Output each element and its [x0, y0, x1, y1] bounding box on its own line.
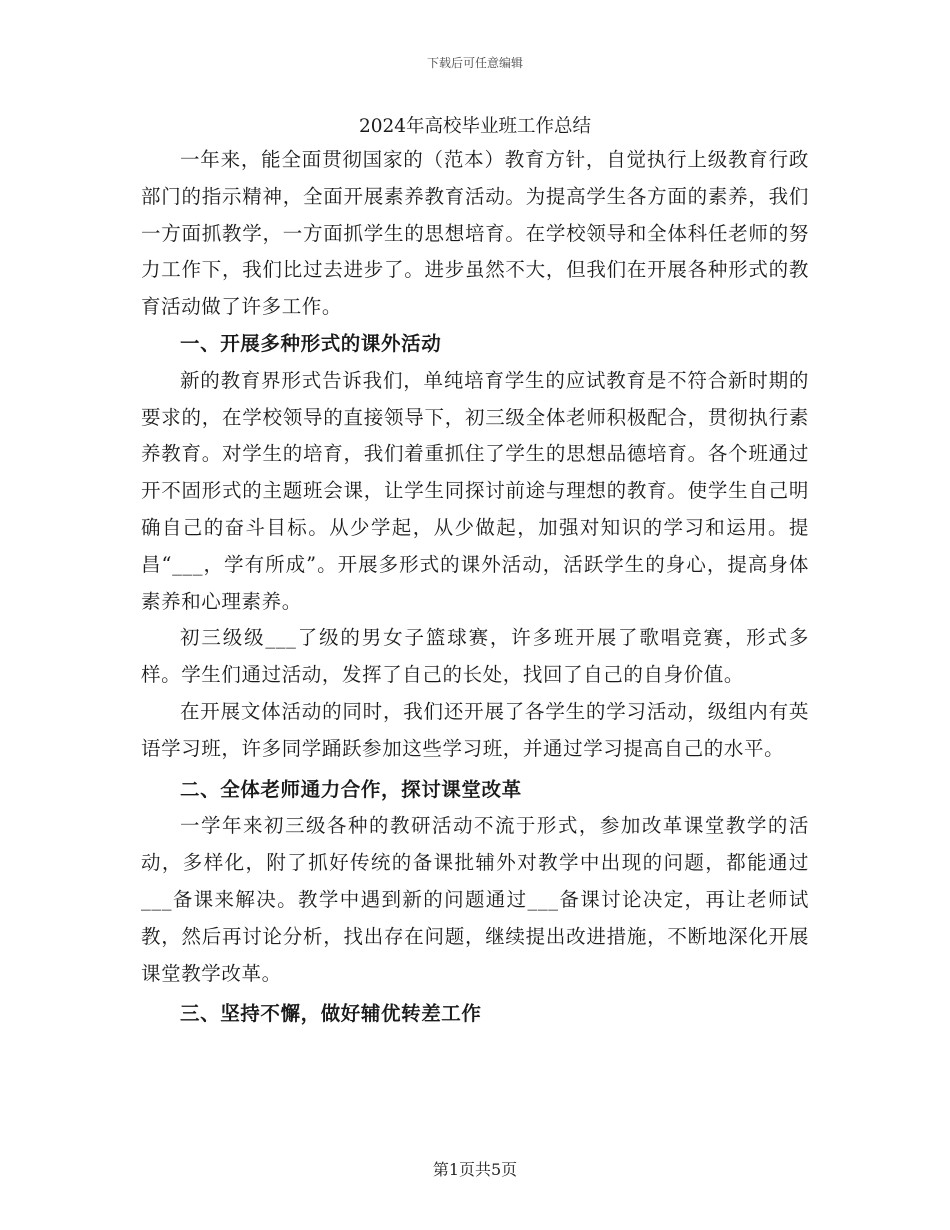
document-body	[141, 112, 809, 1033]
section-heading-1: 一、开展多种形式的课外活动	[180, 331, 442, 355]
section-heading-3: 三、坚持不懈，做好辅优转差工作	[180, 1002, 482, 1026]
section1-paragraph-3: 在开展文体活动的同时，我们还开展了各学生的学习活动，级组内有英语学习班，许多同学踊跃参加这些学习班，并通过学习提高自己的水平。	[141, 699, 809, 760]
section1-paragraph-2: 初三级级___了级的男女子篮球赛，许多班开展了歌唱竞赛，形式多样。学生们通过活动，发挥了自己的长处，找回了自己的自身价值。	[141, 626, 809, 687]
intro-paragraph: 一年来，能全面贯彻国家的（范本）教育方针，自觉执行上级教育行政部门的指示精神，全面开展素养教育活动。为提高学生各方面的素养，我们一方面抓教学，一方面抓学生的思想培育。在学校领导和全体科任老师的努力工作下，我们比过去进步了。进步虽然不大，但我们在开展各种形式的教育活动做了许多工作。	[141, 148, 809, 319]
page-number-footer: 第1页共5页	[432, 1160, 518, 1179]
document-title: 2024年高校毕业班工作总结	[358, 116, 592, 137]
page-header-note: 下载后可任意编辑	[426, 56, 523, 70]
section2-paragraph-1: 一学年来初三级各种的教研活动不流于形式，参加改革课堂教学的活动，多样化，附了抓好传统的备课批辅外对教学中出现的问题，都能通过___备课来解决。教学中遇到新的问题通过___备课讨论决定，再让老师试教，然后再讨论分析，找出存在问题，继续提出改进措施，不断地深化开展课堂教学改革。	[141, 814, 809, 985]
section1-paragraph-1: 新的教育界形式告诉我们，单纯培育学生的应试教育是不符合新时期的要求的，在学校领导的直接领导下，初三级全体老师积极配合，贯彻执行素养教育。对学生的培育，我们着重抓住了学生的思想品德培育。各个班通过开不固形式的主题班会课，让学生同探讨前途与理想的教育。使学生自己明确自己的奋斗目标。从少学起，从少做起，加强对知识的学习和运用。提昌“___，学有所成”。开展多形式的课外活动，活跃学生的身心，提高身体素养和心理素养。	[141, 368, 809, 613]
section-heading-2: 二、全体老师通力合作，探讨课堂改革	[180, 777, 522, 801]
